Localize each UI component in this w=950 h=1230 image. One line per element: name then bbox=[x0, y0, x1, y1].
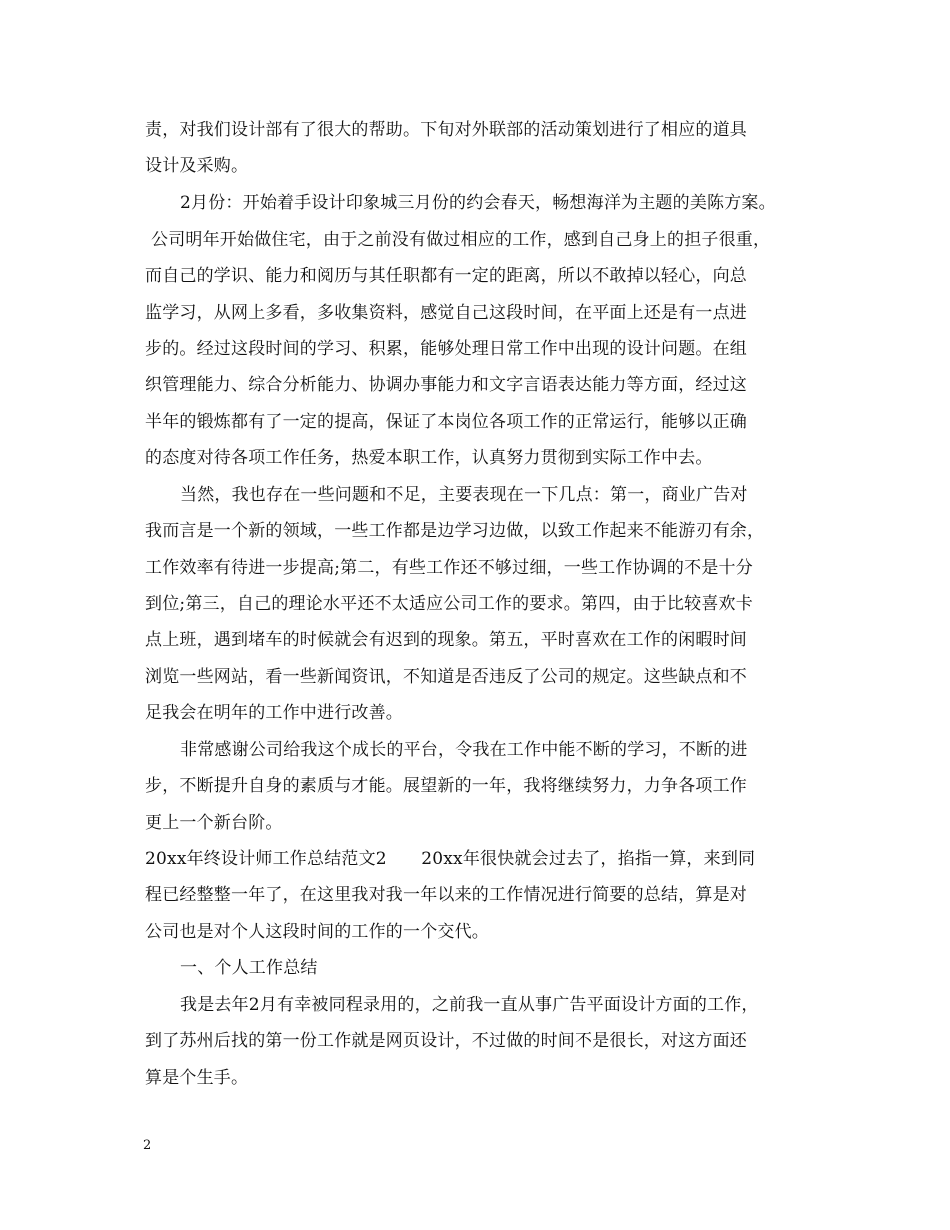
text-line: 半年的锻炼都有了一定的提高，保证了本岗位各项工作的正常运行，能够以正确 bbox=[145, 412, 747, 432]
text-line: 浏览一些网站，看一些新闻资讯，不知道是否违反了公司的规定。这些缺点和不 bbox=[145, 667, 747, 687]
text-line: 非常感谢公司给我这个成长的平台，令我在工作中能不断的学习，不断的进 bbox=[180, 740, 748, 760]
text-line: 点上班，遇到堵车的时候就会有迟到的现象。第五，平时喜欢在工作的闲暇时间 bbox=[145, 630, 747, 650]
section-heading: 一、个人工作总结 bbox=[180, 958, 318, 978]
text-line: 2月份：开始着手设计印象城三月份的约会春天，畅想海洋为主题的美陈方案。 bbox=[180, 193, 776, 213]
text-line: 算是个生手。 bbox=[145, 1068, 249, 1088]
text-line: 监学习，从网上多看，多收集资料，感觉自己这段时间，在平面上还是有一点进 bbox=[145, 303, 747, 323]
text-line: 公司明年开始做住宅，由于之前没有做过相应的工作，感到自己身上的担子很重， bbox=[151, 230, 771, 250]
text-line: 步，不断提升自身的素质与才能。展望新的一年，我将继续努力，力争各项工作 bbox=[145, 776, 747, 796]
text-line: 设计及采购。 bbox=[145, 156, 249, 176]
text-line: 责，对我们设计部有了很大的帮助。下旬对外联部的活动策划进行了相应的道具 bbox=[145, 120, 747, 140]
text-line: 20xx年终设计师工作总结范文2 20xx年很快就会过去了，掐指一算，来到同 bbox=[145, 849, 756, 869]
text-line: 工作效率有待进一步提高;第二，有些工作还不够过细，一些工作协调的不是十分 bbox=[145, 558, 753, 578]
text-line: 我而言是一个新的领域，一些工作都是边学习边做，以致工作起来不能游刃有余， bbox=[145, 521, 765, 541]
text-line: 当然，我也存在一些问题和不足，主要表现在一下几点：第一，商业广告对 bbox=[180, 485, 748, 505]
text-line: 更上一个新台阶。 bbox=[145, 813, 283, 833]
page-number: 2 bbox=[143, 1138, 152, 1153]
text-line: 步的。经过这段时间的学习、积累，能够处理日常工作中出现的设计问题。在组 bbox=[145, 339, 747, 359]
text-line: 公司也是对个人这段时间的工作的一个交代。 bbox=[145, 922, 489, 942]
text-line: 到了苏州后找的第一份工作就是网页设计，不过做的时间不是很长，对这方面还 bbox=[145, 1031, 747, 1051]
text-line: 而自己的学识、能力和阅历与其任职都有一定的距离，所以不敢掉以轻心，向总 bbox=[145, 266, 747, 286]
text-line: 到位;第三，自己的理论水平还不太适应公司工作的要求。第四，由于比较喜欢卡 bbox=[145, 594, 753, 614]
text-line: 我是去年2月有幸被同程录用的，之前我一直从事广告平面设计方面的工作， bbox=[180, 995, 759, 1015]
text-line: 足我会在明年的工作中进行改善。 bbox=[145, 703, 403, 723]
text-line: 程已经整整一年了，在这里我对我一年以来的工作情况进行简要的总结，算是对 bbox=[145, 885, 747, 905]
text-line: 的态度对待各项工作任务，热爱本职工作，认真努力贯彻到实际工作中去。 bbox=[145, 448, 713, 468]
text-line: 织管理能力、综合分析能力、协调办事能力和文字言语表达能力等方面，经过这 bbox=[145, 375, 747, 395]
